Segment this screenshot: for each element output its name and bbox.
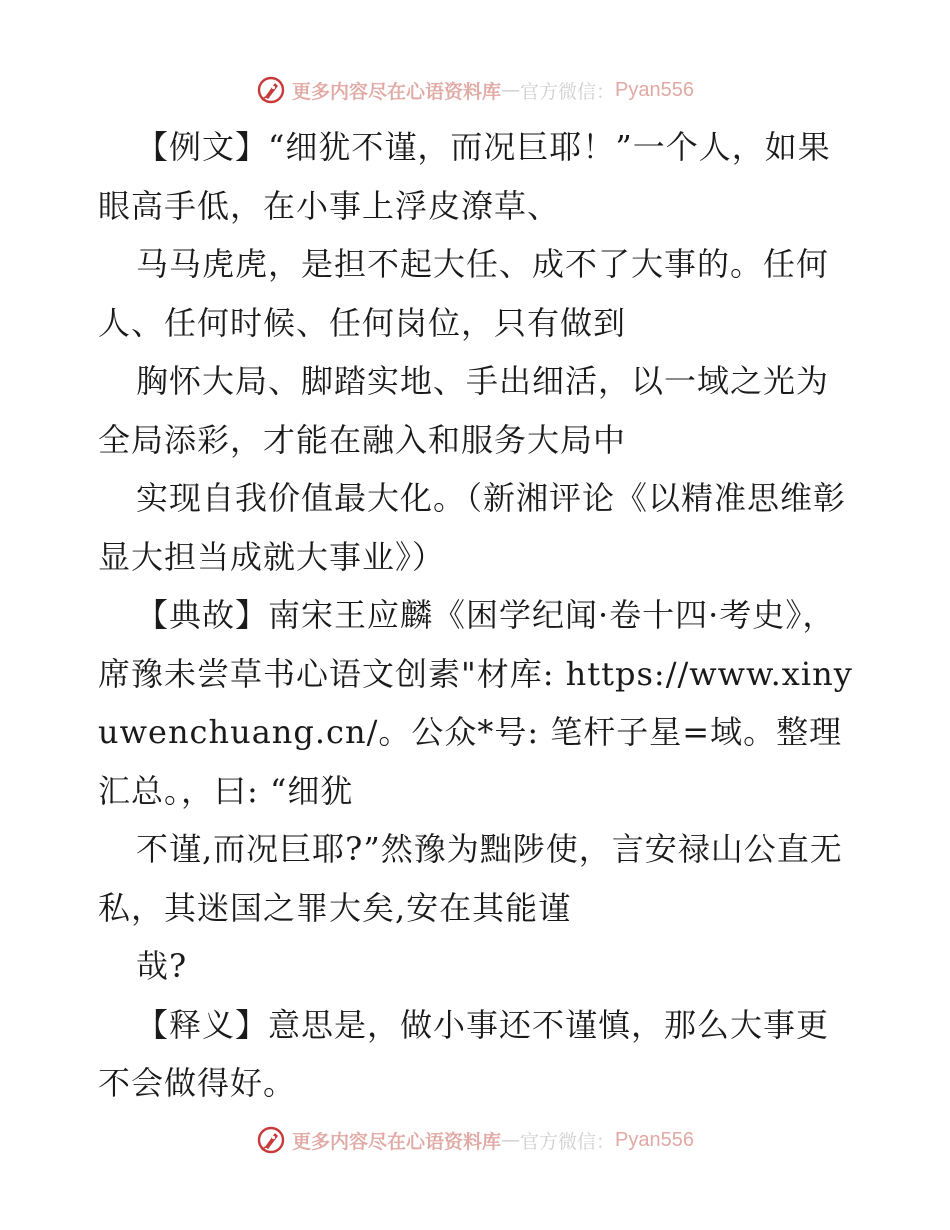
pen-nib-logo-icon [256,1125,286,1155]
paragraph-example-4: 实现自我价值最大化。（新湘评论《以精准思维彰显大担当成就大事业》） [98,479,847,576]
paragraph-example-2: 马马虎虎，是担不起大任、成不了大事的。任何人、任何时候、任何岗位，只有做到 [98,245,830,342]
paragraph-definition: 【释义】意思是，做小事还不谨慎，那么大事更不会做得好。 [98,1005,830,1102]
watermark-sub-text: 官方微信： [520,80,616,103]
footer-watermark [0,1122,950,1158]
watermark-separator: — [501,79,521,101]
pen-nib-logo-icon [256,75,286,105]
watermark-main-text: 更多内容尽在心语资料库 [292,1130,502,1153]
paragraph-example-1: 【例文】“细犹不谨，而况巨耶！”一个人，如果眼高手低，在小事上浮皮潦草、 [98,128,831,225]
watermark-separator: — [501,1129,521,1151]
watermark-main-text: 更多内容尽在心语资料库 [292,80,502,103]
watermark-id: Pyan556 [615,78,694,101]
document-body [98,118,858,1113]
header-watermark [0,72,950,108]
watermark-id: Pyan556 [615,1128,694,1151]
paragraph-allusion-3: 哉? [136,947,188,985]
paragraph-allusion-1: 【典故】南宋王应麟《困学纪闻·卷十四·考史》，席豫未尝草书心语文创素"材库: https://www.xinyuwenchuang.cn/。公众*号: 笔杆子星=域。整理汇总。，曰: “细犹 [98,596,853,810]
watermark-sub-text: 官方微信： [520,1130,616,1153]
paragraph-example-3: 胸怀大局、脚踏实地、手出细活，以一域之光为全局添彩，才能在融入和服务大局中 [98,362,830,459]
paragraph-allusion-2: 不谨,而况巨耶?”然豫为黜陟使，言安禄山公直无私，其迷国之罪大矣,安在其能谨 [98,830,843,927]
